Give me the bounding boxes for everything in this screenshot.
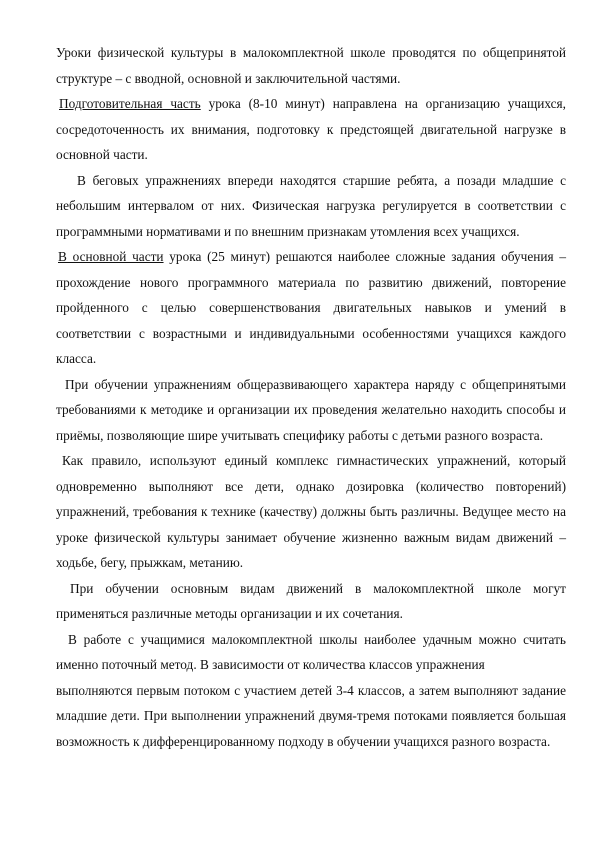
paragraph-basic-movements: При обучении основным видам движений в малокомплектной школе могут применяться различные методы организации и их сочетания. — [56, 580, 566, 621]
paragraph-preparatory-text: урока (8-10 минут) направлена на организацию учащихся, сосредоточенность их внимания, подготовку к предстоящей двигательной нагрузке в основной части. — [56, 96, 566, 162]
term-preparatory-part: Подготовительная часть — [59, 96, 201, 111]
paragraph-main-part — [56, 244, 566, 372]
paragraph-intro: Уроки физической культуры в малокомплектной школе проводятся по общепринятой структуре – с вводной, основной и заключительной частями. — [56, 45, 566, 86]
document-body — [56, 40, 566, 754]
paragraph-flow-method: В работе с учащимися малокомплектной школы наиболее удачным можно считать именно поточный метод. В зависимости от количества классов упражнения — [56, 631, 566, 672]
paragraph-flow-groups: выполняются первым потоком с участием детей 3-4 классов, а затем выполняют задание младшие дети. При выполнении упражнений двумя-тремя потоками появляется большая возможность к дифференцированному подходу в обучении учащихся разного возраста. — [56, 682, 566, 749]
paragraph-preparatory-part — [56, 91, 566, 168]
paragraph-general-exercises: При обучении упражнениям общеразвивающего характера наряду с общепринятыми требованиями к методике и организации их проведения желательно находить способы и приёмы, позволяющие шире учитывать специфику работы с детьми разного возраста. — [56, 376, 566, 443]
term-main-part: В основной части — [58, 249, 164, 264]
paragraph-running-exercises: В беговых упражнениях впереди находятся старшие ребята, а позади младшие с небольшим интервалом от них. Физическая нагрузка регулируется в соответствии с программными нормативами и по внешним признакам утомления всех учащихся. — [56, 172, 566, 239]
paragraph-gymnastics-complex: Как правило, используют единый комплекс гимнастических упражнений, который одновременно выполняют все дети, однако дозировка (количество повторений) упражнений, требования к технике (качеству) должны быть различны. Ведущее место на уроке физической культуры занимает обучение жизненно важным видам движений – ходьбе, бегу, прыжкам, метанию. — [56, 453, 566, 570]
paragraph-main-text: урока (25 минут) решаются наиболее сложные задания обучения – прохождение нового программного материала по развитию движений, повторение пройденного с целью совершенствования двигательных навыков и умений в соответствии с возрастными и индивидуальными особенностями учащихся каждого класса. — [56, 249, 566, 366]
